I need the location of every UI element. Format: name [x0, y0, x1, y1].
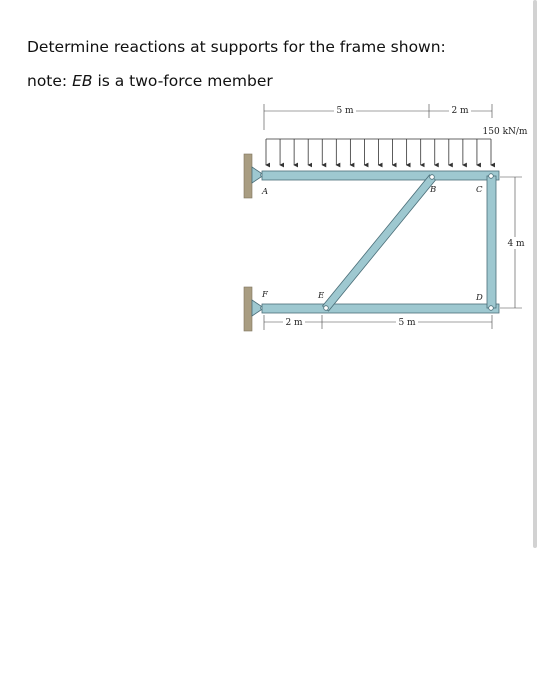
note-member: EB [72, 72, 93, 90]
pin-c [489, 174, 494, 179]
member-cd [487, 176, 496, 308]
pin-b [430, 175, 435, 180]
point-label-d: D [476, 293, 483, 303]
dim-right: 4 m [507, 239, 525, 249]
distributed-load-arrows [266, 139, 491, 165]
member-bottom [262, 304, 499, 313]
dim-bottom-right: 5 m [398, 318, 416, 328]
point-label-e: E [318, 291, 325, 301]
note-prefix: note: [27, 72, 73, 90]
note-suffix: is a two-force member [92, 72, 273, 90]
dim-bottom-left: 2 m [285, 318, 303, 328]
point-label-f: F [262, 290, 268, 300]
question-text: Determine reactions at supports for the frame shown: [27, 38, 446, 56]
point-label-a: A [262, 187, 269, 197]
dim-top-left: 5 m [336, 106, 354, 116]
pin-d [489, 306, 494, 311]
pin-e [324, 306, 329, 311]
load-label: 150 kN/m [482, 127, 528, 137]
member-eb [323, 175, 436, 311]
dim-top-right: 2 m [451, 106, 469, 116]
point-label-c: C [476, 185, 483, 195]
wall-top [244, 154, 252, 198]
member-top [262, 171, 499, 180]
point-label-b: B [430, 185, 437, 195]
wall-bottom [244, 287, 252, 331]
